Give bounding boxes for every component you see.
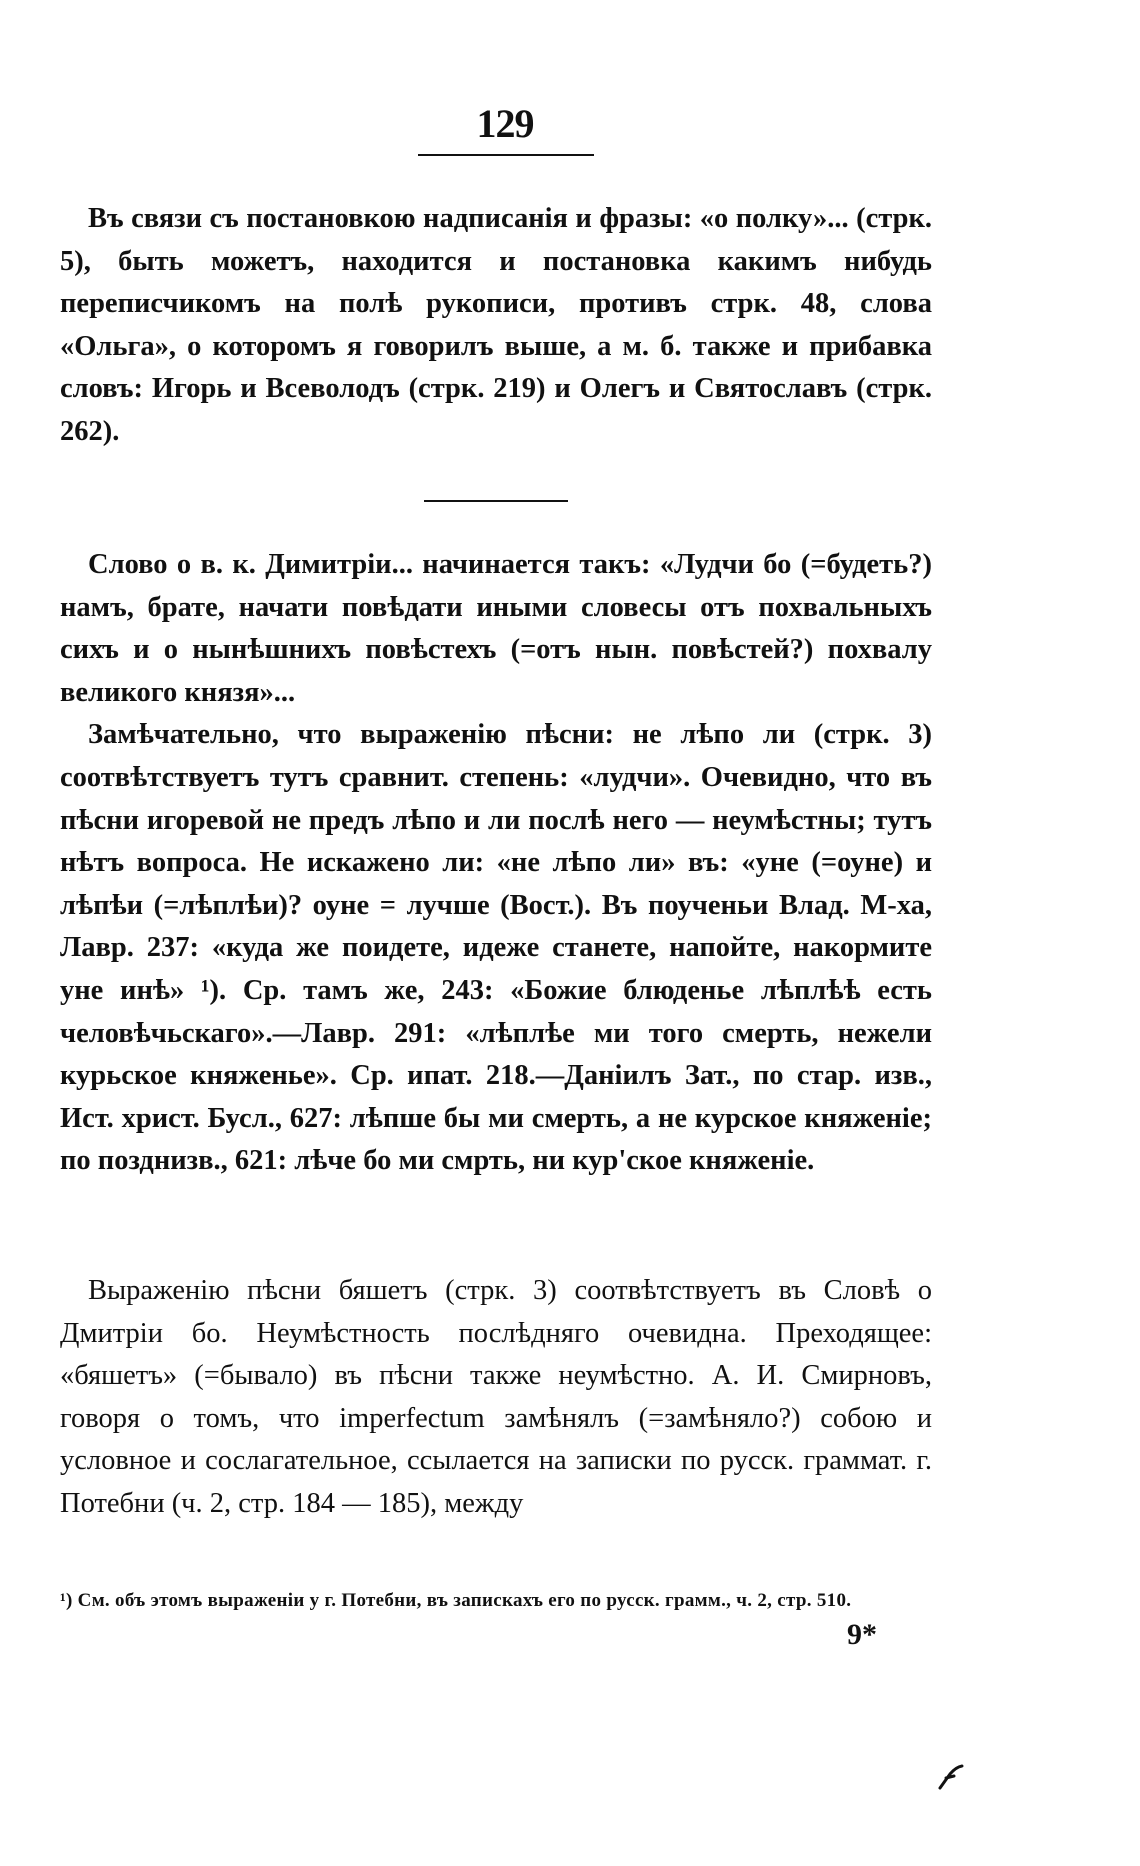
paragraph: Слово о в. к. Димитріи... начинается такъ: «Лудчи бо (=будеть?) намъ, брате, начати повѣдати иными словесы отъ похвальныхъ сихъ и о нынѣшнихъ повѣстехъ (=отъ нын. повѣстей?) похвалу великого князя»...	[60, 549, 932, 708]
page-number: 129	[476, 101, 534, 146]
footnote	[60, 1584, 940, 1618]
page-number-rule	[418, 154, 594, 156]
footnote-text: ¹) См. объ этомъ выраженіи у г. Потебни, въ запискахъ его по русск. грамм., ч. 2, стр. 510.	[60, 1590, 852, 1611]
text-block-c	[60, 1270, 932, 1526]
text-block-a	[60, 198, 932, 454]
ink-mark-icon	[936, 1762, 966, 1792]
paragraph: Въ связи съ постановкою надписанія и фразы: «о полку»... (стрк. 5), быть можетъ, находится и постановка какимъ нибудь переписчикомъ на полѣ рукописи, противъ стрк. 48, слова «Ольга», о которомъ я говорилъ выше, а м. б. также и прибавка словъ: Игорь и Всеволодъ (стрк. 219) и Олегъ и Святославъ (стрк. 262).	[60, 203, 932, 447]
signature-mark: 9*	[847, 1618, 877, 1651]
section-divider	[424, 500, 568, 502]
paragraph: Выраженію пѣсни бяшетъ (стрк. 3) соотвѣтствуетъ въ Словѣ о Дмитріи бо. Неумѣстность послѣдняго очевидна. Преходящее: «бяшетъ» (=бывало) въ пѣсни также неумѣстно. А. И. Смирновъ, говоря о томъ, что imperfectum замѣнялъ (=замѣняло?) собою и условное и сослагательное, ссылается на записки по русск. граммат. г. Потебни (ч. 2, стр. 184 — 185), между	[60, 1275, 932, 1519]
text-block-b	[60, 544, 932, 1183]
paragraph: Замѣчательно, что выраженію пѣсни: не лѣпо ли (стрк. 3) соотвѣтствуетъ тутъ сравнит. степень: «лудчи». Очевидно, что въ пѣсни игоревой не предъ лѣпо и ли послѣ него — неумѣстны; тутъ нѣтъ вопроса. Не искажено ли: «не лѣпо ли» въ: «уне (=оуне) и лѣпѣи (=лѣплѣи)? оуне = лучше (Вост.). Въ поученьи Влад. М-ха, Лавр. 237: «куда же поидете, идеже станете, напойте, накормите уне инѣ» ¹). Ср. тамъ же, 243: «Божие блюденье лѣплѣѣ есть человѣчьскаго».—Лавр. 291: «лѣплѣе ми того смерть, нежели курьское княженье». Ср. ипат. 218.—Даніилъ Зат., по стар. изв., Ист. христ. Бусл., 627: лѣпше бы ми смерть, а не курское княженіе; по позднизв., 621: лѣчe бо ми смрть, ни кур'ское княженіе.	[60, 719, 932, 1177]
